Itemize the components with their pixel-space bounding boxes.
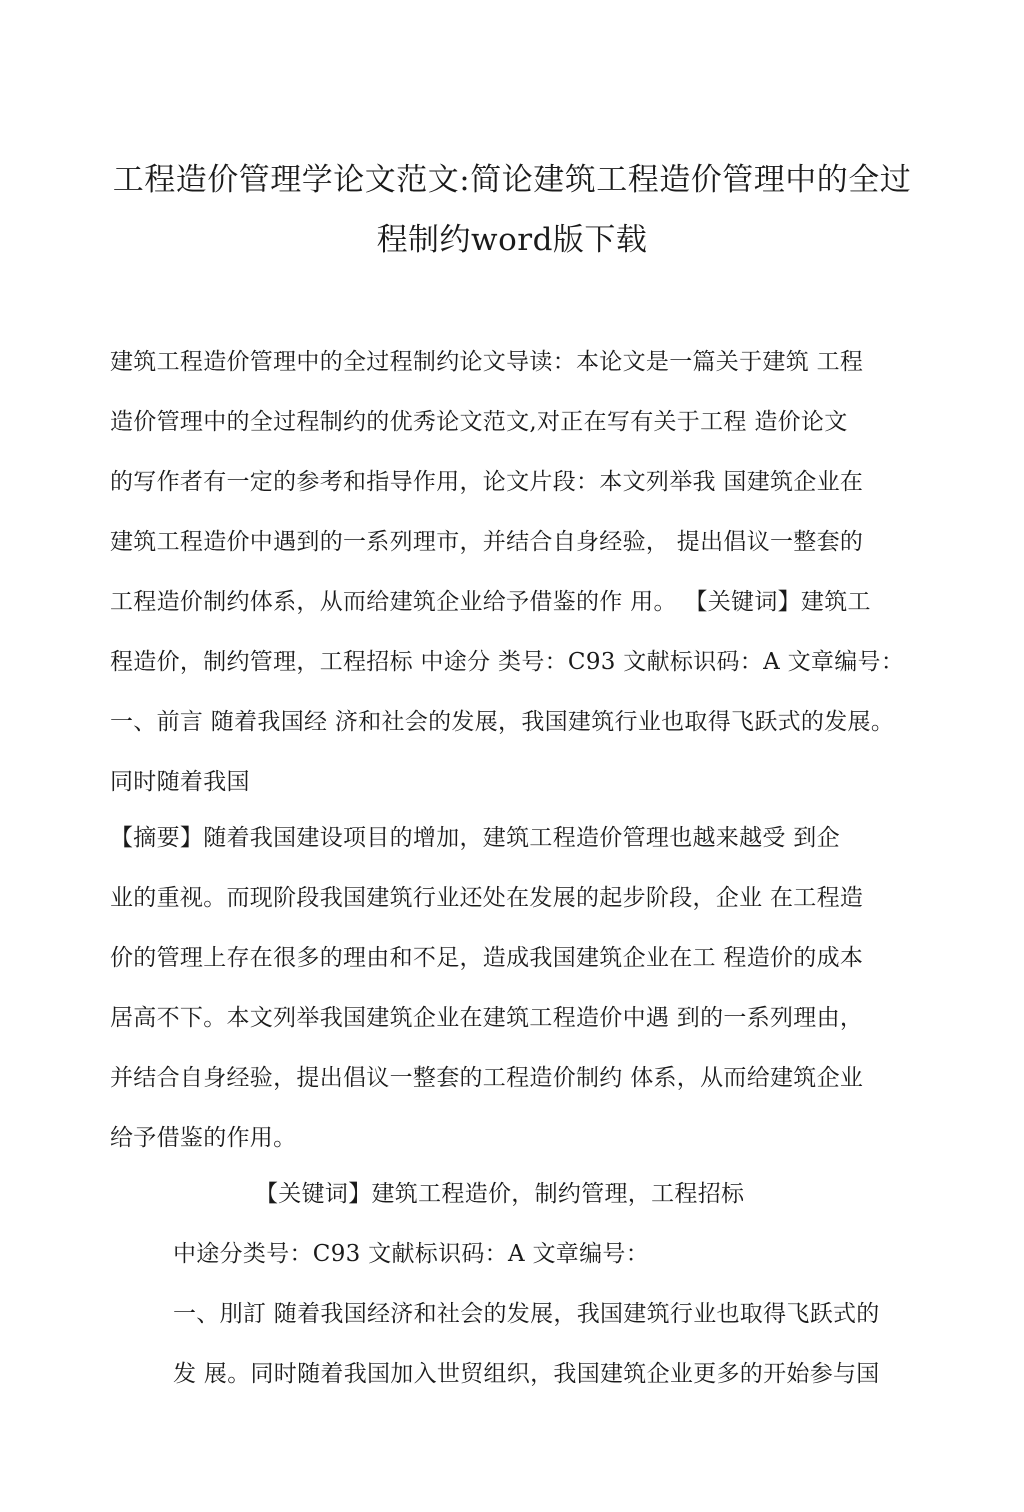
text-line: 工程造价制约体系，从而给建筑企业给予借鉴的作 用。 【关键词】建筑工 bbox=[110, 589, 871, 615]
text-line: 并结合自身经验，提出倡议一整套的工程造价制约 体系，从而给建筑企业 bbox=[110, 1065, 864, 1091]
text-line: 给予借鉴的作用。 bbox=[110, 1125, 297, 1151]
text-line: 建筑工程造价中遇到的一系列理市，并结合自身经验， 提出倡议一整套的 bbox=[110, 529, 864, 555]
abstract-paragraph bbox=[110, 808, 918, 1168]
text-line: 【摘要】随着我国建设项目的增加，建筑工程造价管理也越来越受 到企 bbox=[110, 825, 840, 851]
text-line: 的写作者有一定的参考和指导作用，论文片段：本文列举我 国建筑企业在 bbox=[110, 469, 864, 495]
text-line: 程造价，制约管理，工程招标 中途分 类号：C93 文献标识码：A 文章编号： bbox=[110, 649, 905, 675]
text-line: 居高不下。本文列举我国建筑企业在建筑工程造价中遇 到的一系列理由， bbox=[110, 1005, 864, 1031]
keywords-line bbox=[255, 1164, 855, 1224]
text-line: 一、刖訂 随着我国经济和社会的发展，我国建筑行业也取得飞跃式的 bbox=[173, 1301, 880, 1327]
lead-paragraph bbox=[110, 332, 918, 812]
document-title bbox=[80, 150, 944, 270]
text-line: 同时随着我国 bbox=[110, 769, 250, 795]
text-line: 业的重视。而现阶段我国建筑行业还处在发展的起步阶段，企业 在工程造 bbox=[110, 885, 864, 911]
text-line: 中途分类号：C93 文献标识码：A 文章编号： bbox=[173, 1241, 649, 1267]
text-line: 价的管理上存在很多的理由和不足，造成我国建筑企业在工 程造价的成本 bbox=[110, 945, 864, 971]
text-line: 一、前言 随着我国经 济和社会的发展，我国建筑行业也取得飞跃式的发展。 bbox=[110, 709, 895, 735]
text-line: 造价管理中的全过程制约的优秀论文范文,对正在写有关于工程 造价论文 bbox=[110, 409, 848, 435]
title-line-1: 工程造价管理学论文范文:简论建筑工程造价管理中的全过 bbox=[112, 162, 912, 198]
text-line: 【关键词】建筑工程造价，制约管理，工程招标 bbox=[255, 1181, 745, 1207]
text-line: 建筑工程造价管理中的全过程制约论文导读：本论文是一篇关于建筑 工程 bbox=[110, 349, 864, 375]
title-line-2: 程制约word版下载 bbox=[376, 222, 648, 258]
classification-line bbox=[173, 1224, 918, 1284]
intro-paragraph bbox=[173, 1284, 918, 1404]
text-line: 发 展。同时随着我国加入世贸组织，我国建筑企业更多的开始参与国 bbox=[173, 1361, 880, 1387]
